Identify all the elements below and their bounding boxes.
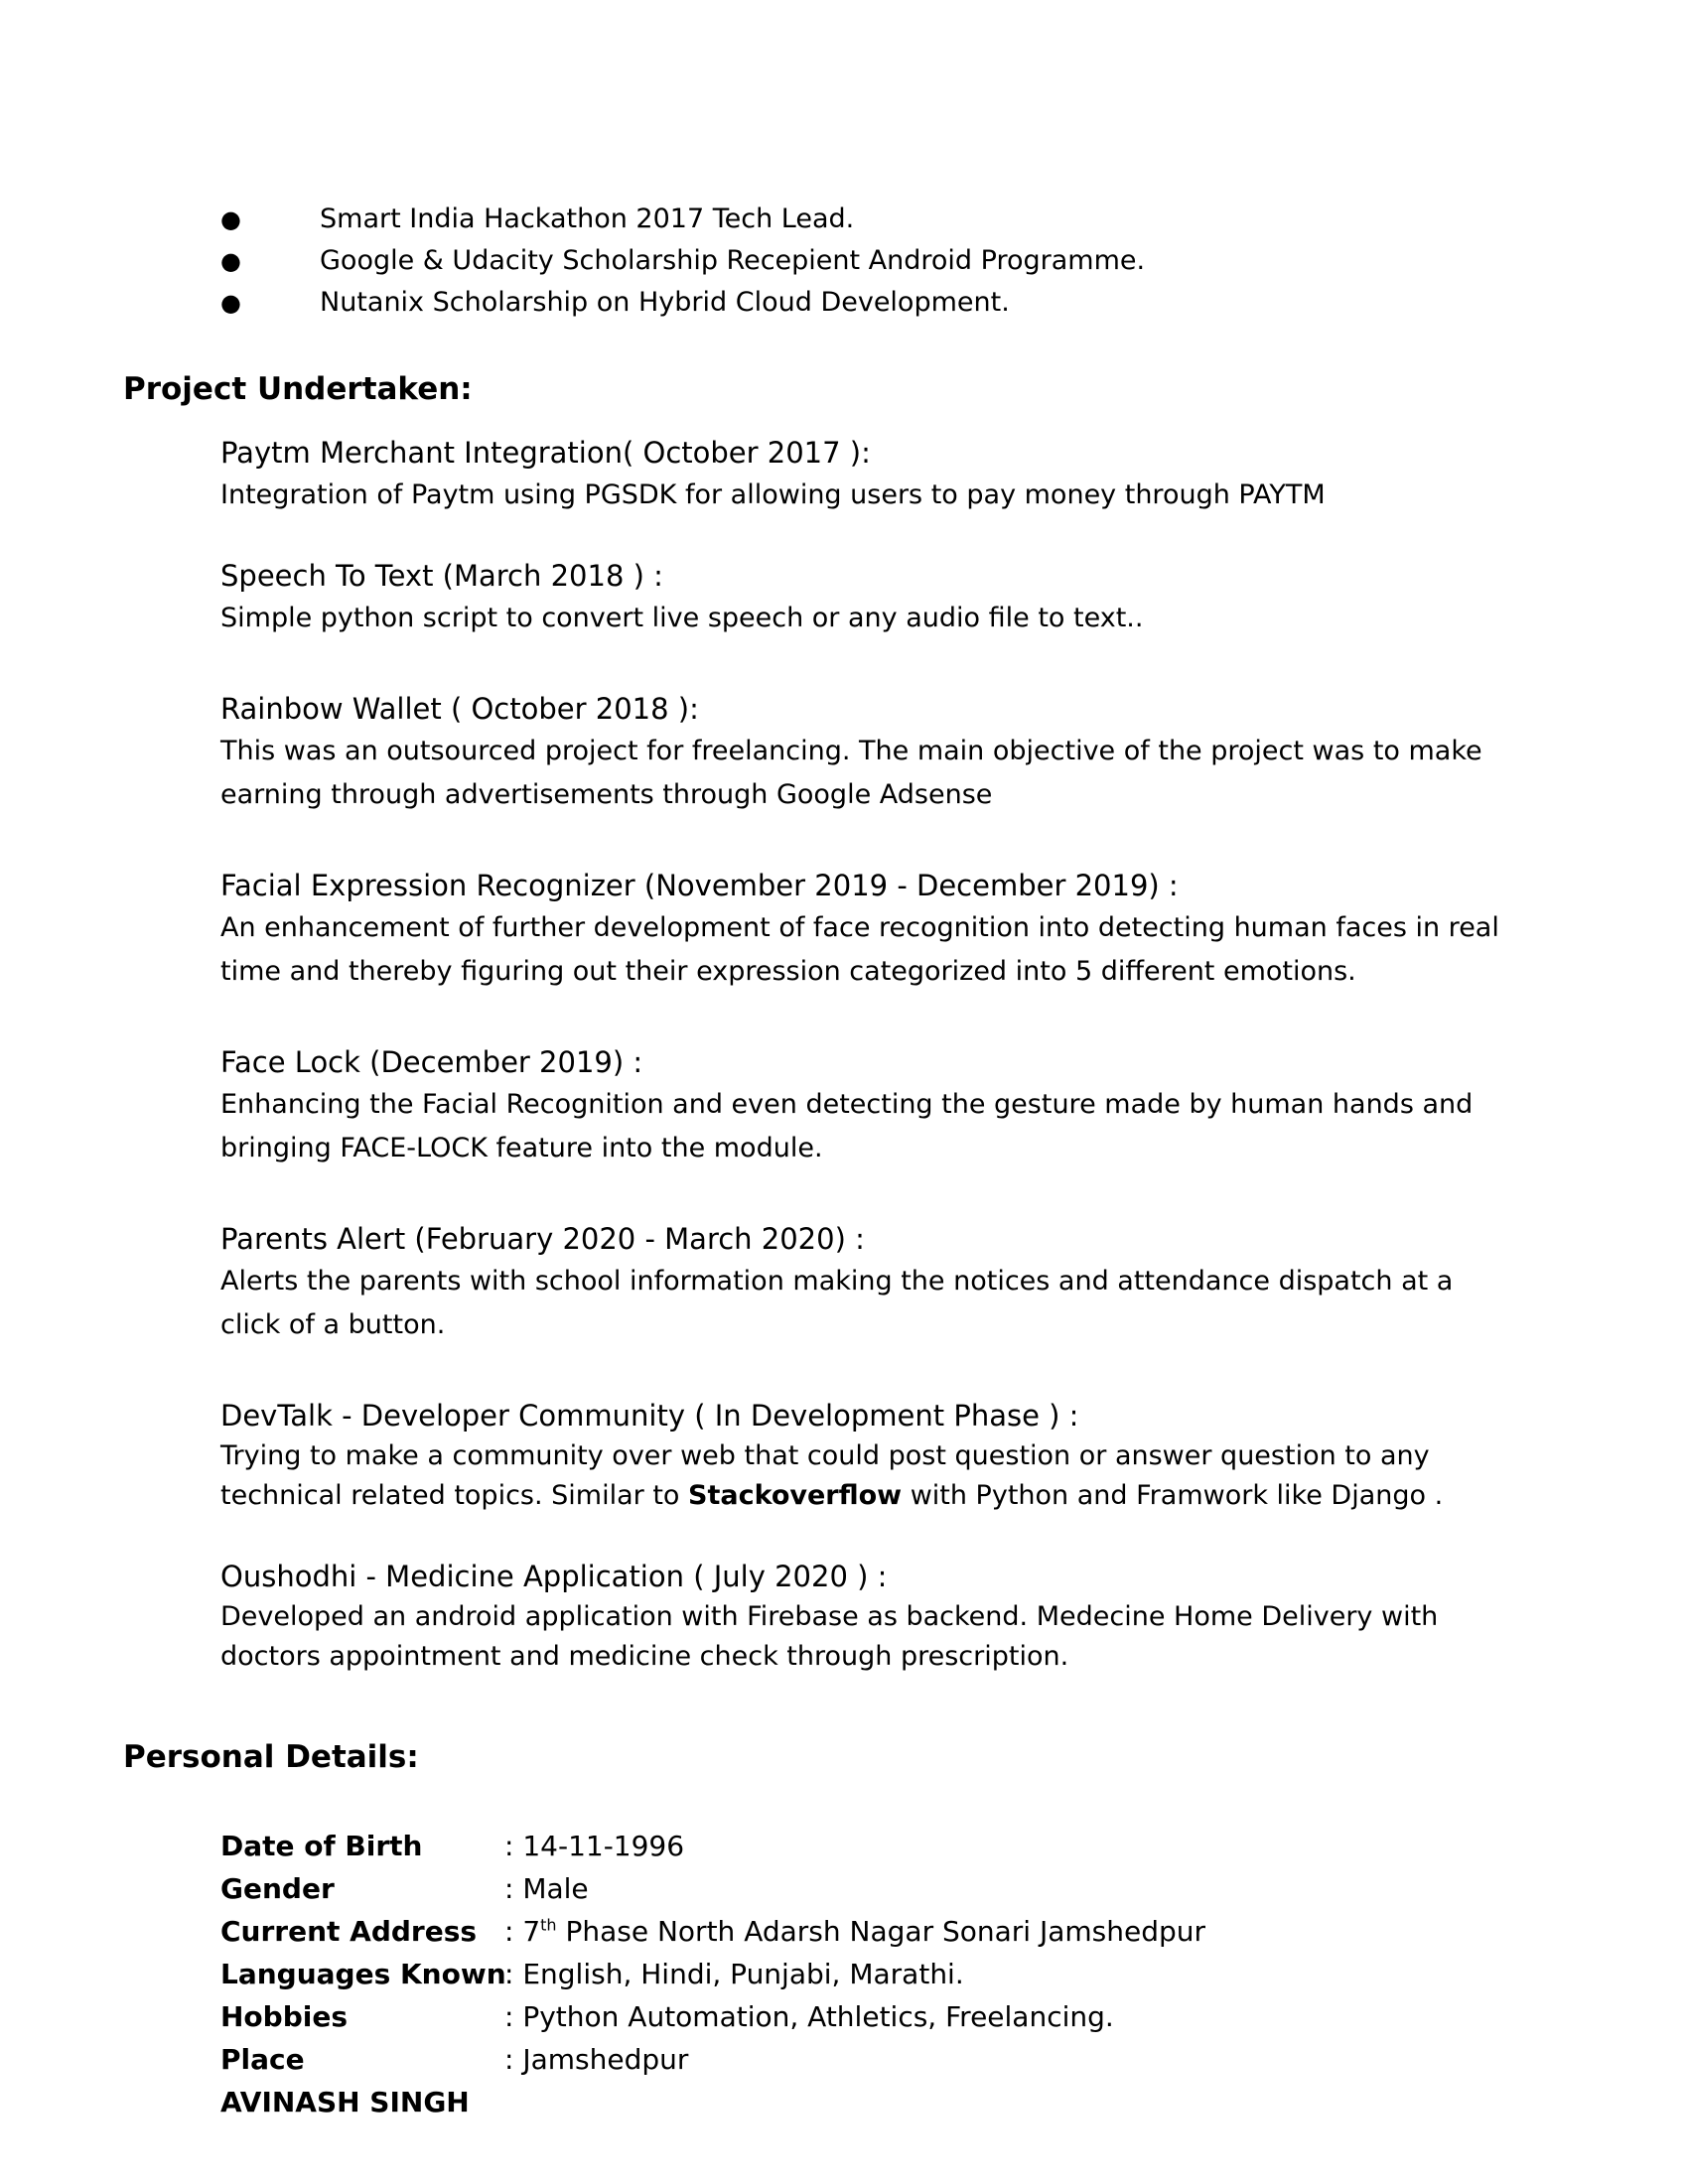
project-title: Parents Alert (February 2020 - March 2020) : [220, 1222, 865, 1256]
project-item [220, 1041, 1511, 1170]
detail-row-languages [220, 1953, 1511, 1995]
project-description: Alerts the parents with school information making the notices and attendance dispatch at a click of a button. [220, 1266, 1454, 1340]
project-title: Face Lock (December 2019) : [220, 1045, 643, 1079]
signature-name: AVINASH SINGH [220, 2086, 470, 2118]
project-description: Enhancing the Facial Recognition and even detecting the gesture made by human hands and bringing FACE-LOCK feature into the module. [220, 1089, 1474, 1163]
project-title: Rainbow Wallet ( October 2018 ): [220, 692, 699, 726]
description-bold-text: Stackoverflow [688, 1480, 903, 1511]
detail-row-hobbies [220, 1995, 1511, 2038]
detail-row-place [220, 2038, 1511, 2081]
project-description: This was an outsourced project for freelancing. The main objective of the project was to make earning through advertisements through Google Adsense [220, 736, 1482, 810]
project-description [220, 1436, 1511, 1516]
achievements-list [220, 199, 1511, 324]
project-item [220, 1395, 1511, 1516]
projects-heading: Project Undertaken: [123, 371, 473, 407]
achievement-text: Smart India Hackathon 2017 Tech Lead. [320, 204, 855, 234]
project-title: DevTalk - Developer Community ( In Development Phase ) : [220, 1399, 1079, 1433]
project-title: Oushodhi - Medicine Application ( July 2020 ) : [220, 1560, 888, 1593]
detail-row-gender [220, 1867, 1511, 1910]
detail-row-address [220, 1910, 1511, 1953]
project-item [220, 555, 1511, 640]
bullet-icon: ● [220, 247, 241, 275]
achievement-item [220, 282, 1511, 324]
project-title: Facial Expression Recognizer (November 2019 - December 2019) : [220, 869, 1179, 902]
detail-label: Hobbies [220, 2000, 349, 2033]
detail-value: : Jamshedpur [504, 2043, 689, 2076]
address-suffix: Phase North Adarsh Nagar Sonari Jamshedpur [556, 1915, 1206, 1948]
personal-details-heading: Personal Details: [123, 1739, 419, 1775]
detail-label: Current Address [220, 1915, 478, 1948]
project-description: Simple python script to convert live speech or any audio file to text.. [220, 603, 1144, 633]
project-item [220, 1556, 1511, 1677]
detail-value: : Python Automation, Athletics, Freelancing. [504, 2000, 1114, 2033]
description-text: Trying to make a community over web that could post question or answer question to any technical related topics. Similar to [220, 1440, 1430, 1511]
project-item [220, 432, 1511, 517]
project-title: Speech To Text (March 2018 ) : [220, 559, 663, 593]
detail-value: : English, Hindi, Punjabi, Marathi. [504, 1958, 964, 1990]
detail-label: Date of Birth [220, 1830, 423, 1862]
bullet-icon: ● [220, 205, 241, 233]
achievement-text: Nutanix Scholarship on Hybrid Cloud Development. [320, 287, 1010, 318]
project-description: An enhancement of further development of face recognition into detecting human faces in real time and thereby figuring out their expression categorized into 5 different emotions. [220, 912, 1499, 987]
detail-row-dob [220, 1825, 1511, 1867]
project-title: Paytm Merchant Integration( October 2017 ): [220, 436, 871, 470]
project-description: Integration of Paytm using PGSDK for allowing users to pay money through PAYTM [220, 479, 1326, 510]
project-item [220, 1218, 1511, 1347]
detail-value [504, 1910, 1205, 1953]
description-text: with Python and Framwork like Django . [902, 1480, 1444, 1511]
detail-value: : Male [504, 1872, 589, 1905]
address-superscript: th [540, 1915, 557, 1935]
address-prefix: : 7 [504, 1915, 541, 1948]
achievement-text: Google & Udacity Scholarship Recepient Android Programme. [320, 245, 1146, 276]
projects-list [220, 432, 1511, 1677]
detail-value: : 14-11-1996 [504, 1830, 685, 1862]
project-description: Developed an android application with Firebase as backend. Medecine Home Delivery with doctors appointment and medicine check through prescription. [220, 1601, 1439, 1672]
bullet-icon: ● [220, 289, 241, 317]
project-item [220, 865, 1511, 994]
detail-label: Place [220, 2043, 305, 2076]
detail-label: Gender [220, 1872, 335, 1905]
project-item [220, 688, 1511, 817]
detail-label: Languages Known [220, 1958, 506, 1990]
personal-details-list [220, 1825, 1511, 2123]
achievement-item [220, 240, 1511, 282]
achievement-item [220, 199, 1511, 240]
